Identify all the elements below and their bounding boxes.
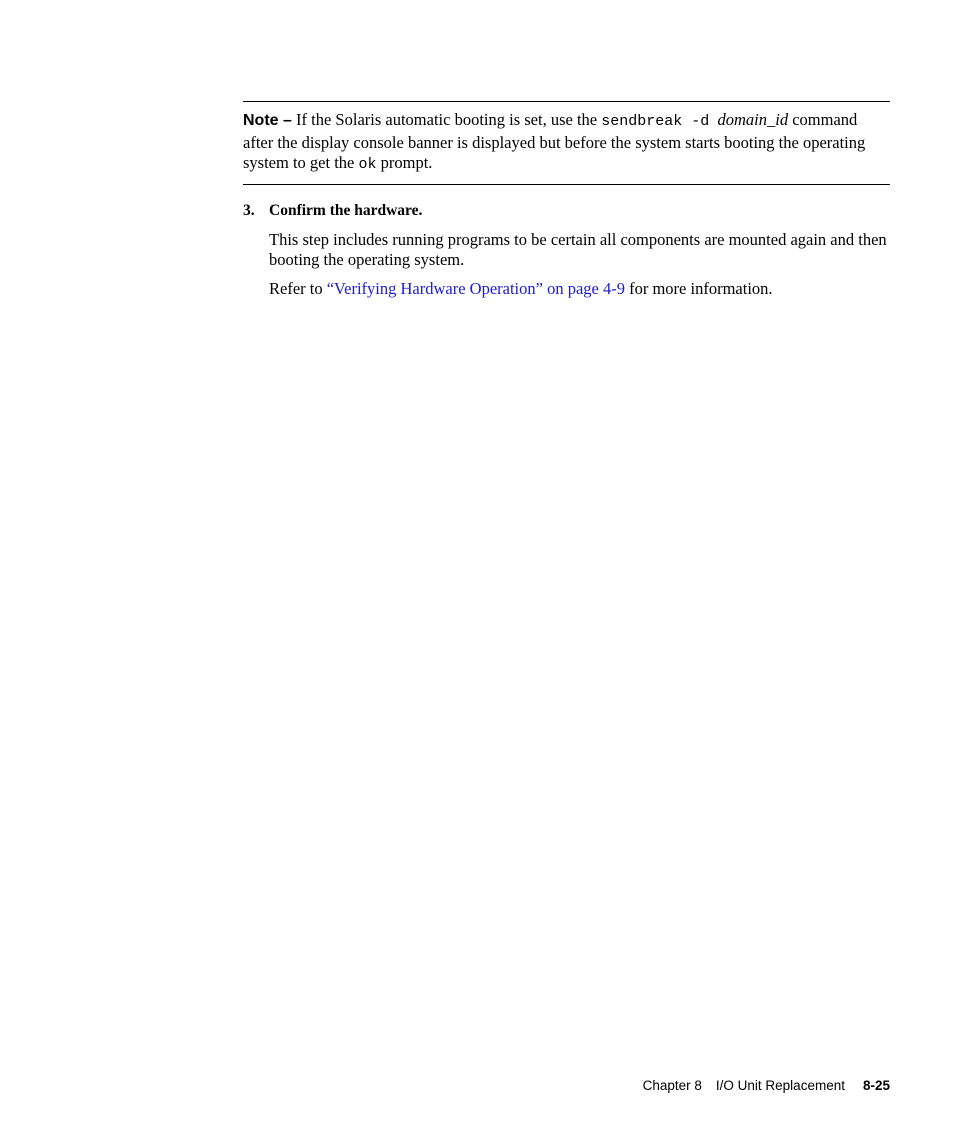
step-number: 3. — [243, 202, 255, 219]
note-ok-prompt: ok — [358, 156, 377, 173]
step-paragraph-1: This step includes running programs to be certain all components are mounted again and then booting the operating system. — [269, 229, 887, 269]
step-body — [269, 230, 890, 300]
step-heading — [243, 201, 890, 222]
note-text-3: prompt. — [376, 153, 433, 172]
note-text-1: If the Solaris automatic booting is set, use the — [291, 110, 602, 129]
para2-prefix: Refer to — [269, 278, 327, 298]
note-text-2: command after the display console banner is displayed but before the system starts booting the operating system to get the — [243, 110, 866, 172]
note-command: sendbreak -d — [601, 113, 710, 130]
footer-chapter-title: I/O Unit Replacement — [715, 1078, 845, 1093]
note-command-argument: domain_id — [717, 110, 789, 129]
para2-suffix: for more information. — [624, 278, 773, 298]
footer-page-number: 8-25 — [862, 1078, 890, 1093]
page-footer — [643, 1078, 890, 1093]
footer-chapter: Chapter 8 — [642, 1078, 702, 1093]
step-3 — [243, 201, 890, 307]
step-paragraph-2 — [269, 279, 890, 300]
note-box — [243, 101, 890, 185]
verifying-hardware-link[interactable]: “Verifying Hardware Operation” on page 4-9 — [326, 278, 625, 298]
note-label: Note – — [243, 112, 292, 129]
step-title: Confirm the hardware. — [269, 202, 423, 219]
